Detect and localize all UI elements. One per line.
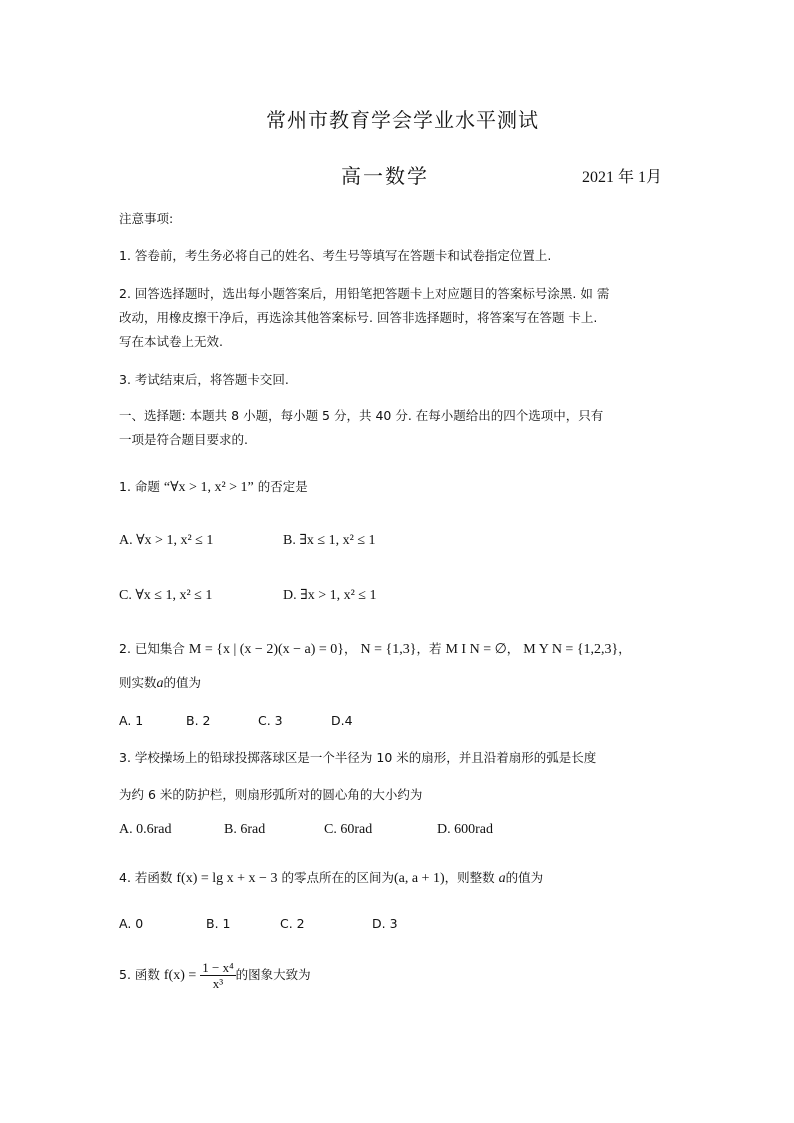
question-2-option-a: A. 1 (119, 713, 144, 728)
question-5-numerator: 1 − x⁴ (202, 960, 234, 975)
question-4-interval: (a, a + 1) (393, 871, 445, 886)
question-4-option-b: B. 1 (206, 916, 231, 931)
question-1-option-c: C. ∀x ≤ 1, x² ≤ 1 (119, 588, 213, 603)
question-3-option-b: B. 6rad (224, 822, 266, 837)
question-4-mid-2: ，则整数 (444, 870, 495, 885)
question-2-union: M Y N = {1,2,3} (523, 642, 619, 657)
question-4-option-d: D. 3 (372, 916, 398, 931)
question-1-stem (119, 477, 308, 498)
question-3-option-a: A. 0.6rad (119, 822, 172, 837)
question-4-function: f(x) = lg x + x − 3 (176, 871, 278, 886)
question-2-set-n: N = {1,3} (360, 642, 417, 657)
section-heading-line-2: 一项是符合题目要求的. (119, 432, 248, 447)
notice-item-2-line-3: 写在本试卷上无效. (119, 334, 223, 349)
question-1-proposition: “∀x > 1, x² > 1” (163, 480, 254, 495)
question-5-end: 的图象大致为 (235, 967, 311, 982)
question-4-stem (119, 868, 543, 889)
question-3-line-1: 3. 学校操场上的铅球投掷落球区是一个半径为 10 米的扇形，并且沿着扇形的弧是长度 (119, 750, 597, 765)
question-4-prefix: 4. 若函数 (119, 870, 173, 885)
notice-item-2-line-1: 2. 回答选择题时，选出每小题答案后，用铅笔把答题卡上对应题目的答案标号涂黑. 如 需 (119, 286, 610, 301)
question-2-separator: ， (506, 641, 520, 656)
question-2-prefix: 2. 已知集合 (119, 641, 185, 656)
question-4-option-c: C. 2 (280, 916, 305, 931)
question-1-option-b: B. ∃x ≤ 1, x² ≤ 1 (283, 533, 376, 548)
question-5-denominator: x³ (212, 976, 224, 991)
question-2-line-2 (119, 673, 201, 694)
question-2-option-d: D.4 (331, 713, 353, 728)
question-5-stem (119, 958, 311, 993)
question-3-option-d: D. 600rad (437, 822, 493, 837)
question-1-option-d: D. ∃x > 1, x² ≤ 1 (283, 588, 377, 603)
notice-heading: 注意事项: (119, 211, 174, 226)
question-2-line-2-text: 则实数 (119, 675, 157, 690)
question-4-option-a: A. 0 (119, 916, 144, 931)
question-2-line-2-end: 的值为 (163, 675, 202, 690)
question-2-stem (119, 639, 631, 660)
exam-date: 2021 年 1月 (582, 169, 663, 186)
question-4-end: 的值为 (505, 870, 544, 885)
question-5-lhs: f(x) = (163, 968, 197, 983)
question-5-fraction (200, 960, 235, 991)
question-1-prefix: 1. 命题 (119, 479, 160, 494)
question-3-line-2: 为约 6 米的防护栏，则扇形弧所对的圆心角的大小约为 (119, 787, 423, 802)
question-5-prefix: 5. 函数 (119, 967, 160, 982)
question-2-variable: a (156, 676, 164, 691)
question-1-option-a: A. ∀x > 1, x² ≤ 1 (119, 533, 214, 548)
question-4-variable: a (498, 871, 506, 886)
question-3-option-c: C. 60rad (324, 822, 373, 837)
notice-item-2-line-2: 改动，用橡皮擦干净后，再选涂其他答案标号. 回答非选择题时，将答案写在答题 卡上. (119, 310, 598, 325)
question-2-option-c: C. 3 (258, 713, 283, 728)
question-2-separator: ， (344, 641, 357, 656)
question-1-suffix: 的否定是 (257, 479, 308, 494)
question-2-end: ， (618, 641, 631, 656)
question-2-set-m: M = {x | (x − 2)(x − a) = 0} (188, 642, 345, 657)
exam-title: 常州市教育学会学业水平测试 (266, 108, 539, 132)
question-2-option-b: B. 2 (186, 713, 211, 728)
question-4-mid: 的零点所在的区间为 (281, 870, 394, 885)
subject-title: 高一数学 (341, 164, 429, 188)
question-2-mid: ，若 (416, 641, 442, 656)
notice-item-3: 3. 考试结束后，将答题卡交回. (119, 372, 289, 387)
section-heading-line-1: 一、选择题: 本题共 8 小题，每小题 5 分，共 40 分. 在每小题给出的四个选项中，只有 (119, 408, 604, 423)
question-2-intersection: M I N = ∅ (445, 642, 507, 657)
notice-item-1: 1. 答卷前，考生务必将自己的姓名、考生号等填写在答题卡和试卷指定位置上. (119, 248, 552, 263)
